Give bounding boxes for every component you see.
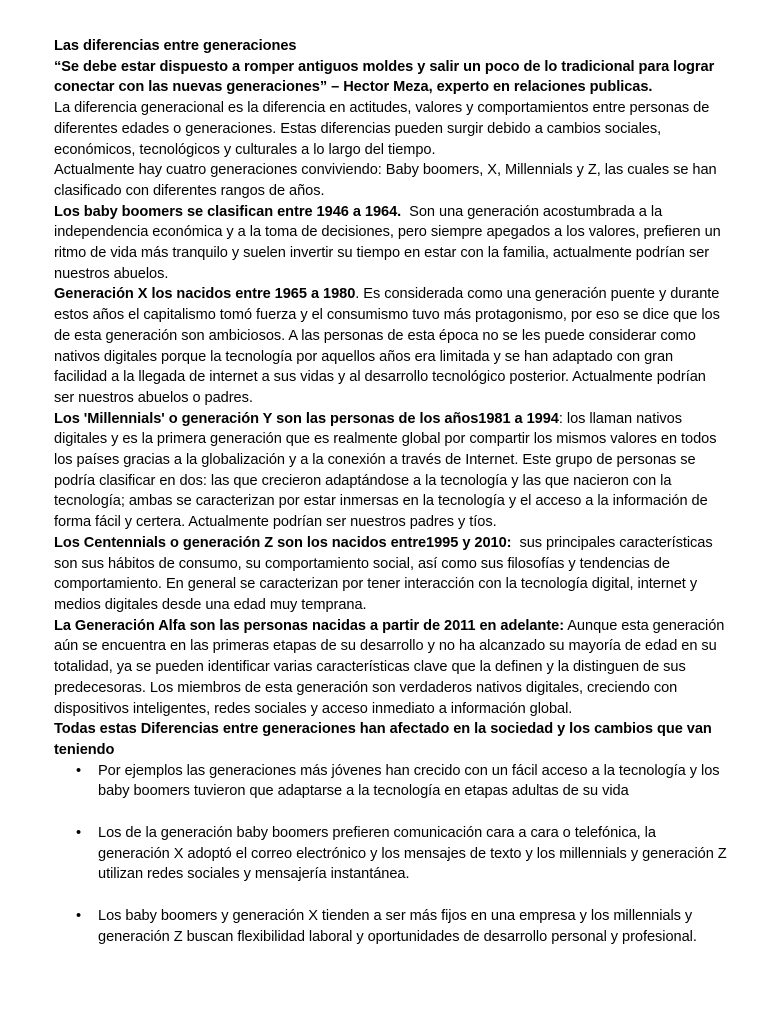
summary-heading: Todas estas Diferencias entre generaciones han afectado en la sociedad y los cambios que van teniendo (54, 721, 712, 758)
intro-paragraph-2: Actualmente hay cuatro generaciones conviviendo: Baby boomers, X, Millennials y Z, las cuales se han clasificado con diferentes rangos de años. (54, 162, 717, 199)
section-generation-x (54, 284, 728, 408)
intro-paragraph-1: La diferencia generacional es la diferencia en actitudes, valores y comportamientos entre personas de diferentes edades o generaciones. Estas diferencias pueden surgir debido a cambios sociales, económicos, tecnológicos y culturales a lo largo del tiempo. (54, 100, 710, 158)
list-item (54, 906, 728, 947)
section-heading: Los Centennials o generación Z son los nacidos entre1995 y 2010: (54, 534, 512, 551)
list-spacer (54, 802, 728, 823)
list-spacer (54, 885, 728, 906)
document-title: Las diferencias entre generaciones (54, 38, 297, 54)
section-millennials (54, 409, 728, 533)
section-body: . Es considerada como una generación puente y durante estos años el capitalismo tomó fuerza y el consumismo tuvo más protagonismo, por eso se dice que los de esta generación son ambiciosos. A las personas de esta época no se les puede considerar como nativos digitales porque la tecnología por aquellos años era limitada y se han adaptado con gran facilidad a la llegada de internet a sus vidas y al desarrollo tecnológico posterior. Actualmente podrían ser nuestros abuelos o padres. (54, 286, 720, 406)
bullet-list (54, 761, 728, 948)
quote: “Se debe estar dispuesto a romper antiguos moldes y salir un poco de lo tradicional para lograr conectar con las nuevas generaciones” – Hector Meza, experto en relaciones publicas. (54, 58, 715, 96)
bullet-icon: • (76, 762, 82, 779)
bullet-icon: • (76, 825, 82, 842)
section-generation-alfa (54, 616, 728, 720)
list-item-text: Por ejemplos las generaciones más jóvenes han crecido con un fácil acceso a la tecnología y los baby boomers tuvieron que adaptarse a la tecnología en etapas adultas de su vida (98, 762, 720, 800)
list-item-text: Los baby boomers y generación X tienden a ser más fijos en una empresa y los millennials y generación Z buscan flexibilidad laboral y oportunidades de desarrollo personal y profesional. (98, 908, 697, 945)
section-baby-boomers (54, 202, 728, 285)
bullet-icon: • (76, 908, 82, 925)
section-centennials (54, 533, 728, 616)
section-heading: Los 'Millennials' o generación Y son las personas de los años1981 a 1994 (54, 410, 559, 427)
section-body: sus principales características son sus hábitos de consumo, su comportamiento social, así como sus filosofías y tendencias de comportamiento. En general se caracterizan por tener interacción con la tecnología digital, internet y medios digitales desde una edad muy temprana. (54, 534, 717, 613)
section-heading: Los baby boomers se clasifican entre 1946 a 1964. (54, 203, 402, 220)
list-item (54, 761, 728, 802)
document-page (54, 36, 728, 948)
section-body: : los llaman nativos digitales y es la primera generación que es realmente global por compartir los mismos valores en todos los países gracias a la globalización y a la conexión a través de Internet. Este grupo de personas se podría clasificar en dos: las que crecieron adaptándose a la tecnología y las que nacieron con la tecnología; ambas se caracterizan por estar inmersas en la tecnología y el acceso a la información de forma fácil y certera. Actualmente podrían ser nuestros padres y tíos. (54, 410, 717, 531)
section-heading: Generación X los nacidos entre 1965 a 1980 (54, 286, 356, 303)
list-item (54, 823, 728, 885)
section-body: Aunque esta generación aún se encuentra en las primeras etapas de su desarrollo y no ha alcanzado su mayoría de edad en su totalidad, ya se pueden identificar varias características clave que la definen y la distinguen de sus predecesoras. Los miembros de esta generación son verdaderos nativos digitales, creciendo con dispositivos inteligentes, redes sociales y acceso inmediato a información global. (54, 617, 725, 717)
list-item-text: Los de la generación baby boomers prefieren comunicación cara a cara o telefónica, la generación X adoptó el correo electrónico y los mensajes de texto y los millennials y generación Z utilizan redes sociales y mensajería instantánea. (98, 825, 727, 883)
section-heading: La Generación Alfa son las personas nacidas a partir de 2011 en adelante: (54, 617, 565, 634)
section-body: Son una generación acostumbrada a la independencia económica y a la toma de decisiones, pero siempre apegados a los valores, prefieren un ritmo de vida más tranquilo y suelen invertir su tiempo en estar con la familia, actualmente podrían ser nuestros abuelos. (54, 203, 725, 282)
